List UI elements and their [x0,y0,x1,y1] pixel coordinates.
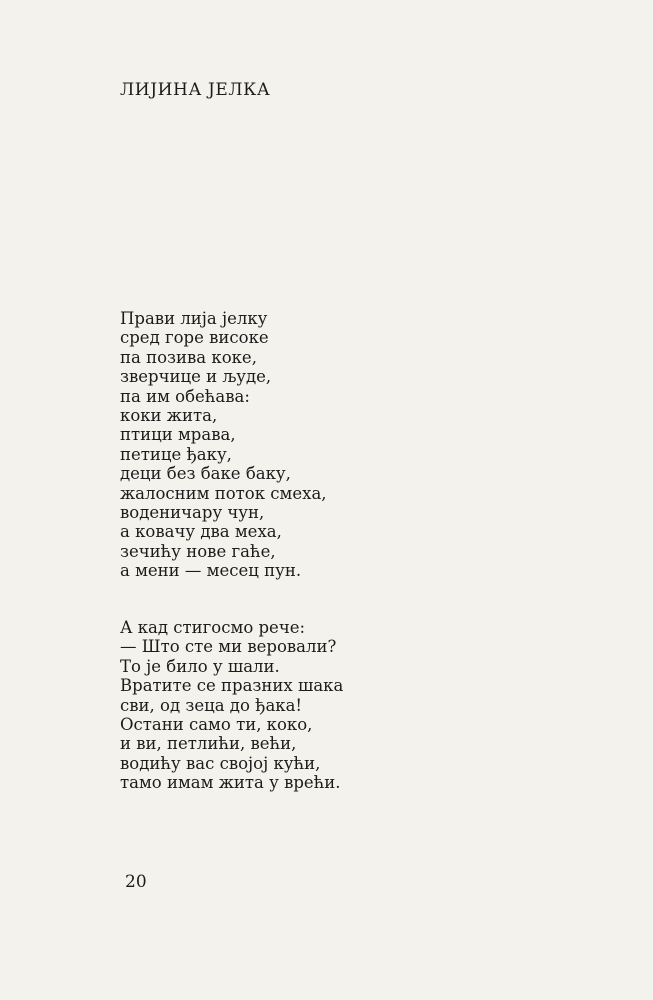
verse-line: жалосним поток смеха, [120,483,327,503]
verse-line: тамо имам жита у врећи. [120,773,341,793]
verse-line: па им обећава: [120,386,250,406]
verse-line: коки жита, [120,406,218,426]
verse-line: сви, од зеца до ђака! [120,695,303,715]
verse-line: Остани само ти, коко, [120,715,313,735]
verse-line: То је било у шали. [120,656,280,676]
verse-line: зечићу нове гаће, [120,541,276,561]
verse-line: Вратите се празних шака [120,676,344,696]
verse-line: птици мрава, [120,425,236,445]
verse-line: па позива коке, [120,347,257,367]
verse-line: петице ђаку, [120,444,232,464]
stanza-2 [120,618,343,793]
verse-line: Прави лија јелку [120,309,268,328]
page-number: 20 [125,872,147,892]
verse-line: водићу вас својој кући, [120,753,321,773]
verse-line: — Што сте ми веровали? [120,637,337,657]
verse-line: сред горе високе [120,328,269,348]
verse-line: и ви, петлићи, већи, [120,734,297,754]
stanza-1 [120,309,327,581]
poem-title: ЛИЈИНА ЈЕЛКА [120,80,271,100]
verse-line: зверчице и људе, [120,367,272,387]
verse-line: деци без баке баку, [120,464,291,484]
verse-line: А кад стигосмо рече: [120,618,306,637]
verse-line: а ковачу два меха, [120,522,282,542]
verse-line: воденичару чун, [120,503,265,523]
verse-line: а мени — месец пун. [120,561,302,581]
